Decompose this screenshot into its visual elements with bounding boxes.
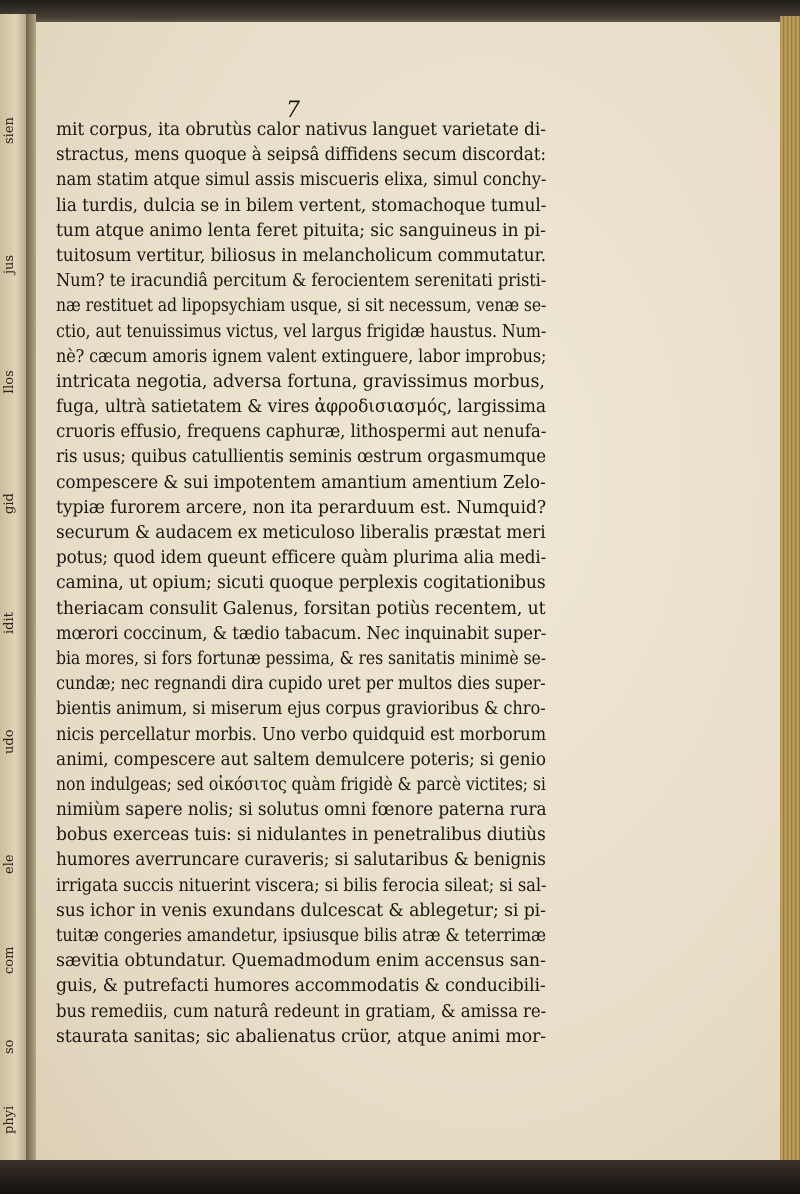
text-line: staurata sanitas; sic abalienatus crüor, atque animi mor- bbox=[56, 1026, 547, 1047]
facing-page-fragment: gid bbox=[2, 493, 17, 514]
text-line: fuga, ultrà satietatem & vires ἀφροδισιασμός, largissima bbox=[56, 397, 546, 418]
page-stack-edge bbox=[780, 16, 800, 1166]
text-line: theriacam consulit Galenus, forsitan potiùs recentem, ut bbox=[56, 598, 546, 619]
facing-page-edge bbox=[0, 14, 27, 1174]
text-line: guis, & putrefacti humores accommodatis & conducibili- bbox=[56, 976, 546, 997]
text-line: bientis animum, si miserum ejus corpus gravioribus & chro- bbox=[56, 699, 546, 720]
text-line: bia mores, si fors fortunæ pessima, & res sanitatis minimè se- bbox=[56, 648, 546, 669]
text-line: intricata negotia, adversa fortuna, gravissimus morbus, bbox=[56, 371, 545, 392]
text-line: Num? te iracundiâ percitum & ferocientem serenitati pristi- bbox=[56, 271, 547, 292]
text-line: potus; quod idem queunt efficere quàm plurima alia medi- bbox=[56, 548, 547, 569]
text-line: mœrori coccinum, & tædio tabacum. Nec inquinabit super- bbox=[56, 623, 547, 644]
text-line: bobus exerceas tuis: si nidulantes in penetralibus diutiùs bbox=[56, 825, 546, 846]
text-line: cundæ; nec regnandi dira cupido uret per multos dies super- bbox=[56, 674, 546, 695]
text-line: tuitæ congeries amandetur, ipsiusque bilis atræ & teterrimæ bbox=[56, 926, 546, 946]
text-line: nicis percellatur morbis. Uno verbo quidquid est morborum bbox=[56, 724, 546, 745]
text-line: sus ichor in venis exundans dulcescat & ablegetur; si pi- bbox=[56, 900, 546, 921]
text-line: mit corpus, ita obrutùs calor nativus languet varietate di- bbox=[56, 120, 546, 140]
facing-page-fragment: sien bbox=[2, 117, 17, 144]
page-number: 7 bbox=[286, 98, 300, 123]
facing-page-fragment: so bbox=[2, 1039, 17, 1054]
text-line: humores averruncare curaveris; si salutaribus & benignis bbox=[56, 850, 546, 871]
facing-page-fragment: udo bbox=[2, 729, 17, 754]
text-line: irrigata succis nituerint viscera; si bilis ferocia sileat; si sal- bbox=[56, 875, 547, 896]
text-line: nam statim atque simul assis miscueris elixa, simul conchy- bbox=[56, 170, 547, 191]
facing-page-fragment: idit bbox=[2, 612, 17, 634]
facing-page-fragment: com bbox=[2, 946, 17, 974]
facing-page-fragment: Ilos bbox=[2, 370, 17, 394]
text-line: securum & audacem ex meticuloso liberalis præstat meri bbox=[56, 523, 546, 543]
facing-page-fragment: jus bbox=[2, 254, 17, 274]
text-line: compescere & sui impotentem amantium amentium Zelo- bbox=[56, 472, 546, 493]
text-line: sævitia obtundatur. Quemadmodum enim accensus san- bbox=[56, 951, 546, 972]
text-line: tum atque animo lenta feret pituita; sic sanguineus in pi- bbox=[56, 220, 546, 241]
text-line: bus remediis, cum naturâ redeunt in gratiam, & amissa re- bbox=[56, 1001, 547, 1022]
text-line: camina, ut opium; sicuti quoque perplexis cogitationibus bbox=[56, 573, 546, 594]
text-line: non indulgeas; sed οἰκόσιτος quàm frigidè & parcè victites; si bbox=[56, 774, 546, 795]
text-line: tuitosum vertitur, biliosus in melancholicum commutatur. bbox=[56, 245, 546, 266]
text-line: animi, compescere aut saltem demulcere poteris; si genio bbox=[56, 749, 546, 770]
book-gutter bbox=[26, 14, 36, 1174]
text-line: cruoris effusio, frequens caphuræ, lithospermi aut nenufa- bbox=[56, 422, 547, 443]
facing-page-fragment: ele bbox=[2, 854, 17, 874]
text-line: ris usus; quibus catullientis seminis œstrum orgasmumque bbox=[56, 447, 546, 468]
text-line: nimiùm sapere nolis; si solutus omni fœnore paterna rura bbox=[56, 800, 547, 821]
text-line: lia turdis, dulcia se in bilem vertent, stomachoque tumul- bbox=[56, 195, 547, 216]
body-text bbox=[56, 118, 546, 1050]
facing-page-fragment: phyi bbox=[2, 1105, 17, 1134]
text-line: stractus, mens quoque à seipsâ diffidens secum discordat: bbox=[56, 145, 546, 166]
text-line: ctio, aut tenuissimus victus, vel largus frigidæ haustus. Num- bbox=[56, 321, 547, 342]
text-line: nè? cæcum amoris ignem valent extinguere, labor improbus; bbox=[56, 346, 547, 367]
text-line: næ restituet ad lipopsychiam usque, si sit necessum, venæ se- bbox=[56, 296, 547, 317]
text-line: typiæ furorem arcere, non ita perarduum est. Numquid? bbox=[56, 497, 546, 518]
book-bottom-edge bbox=[0, 1160, 800, 1194]
